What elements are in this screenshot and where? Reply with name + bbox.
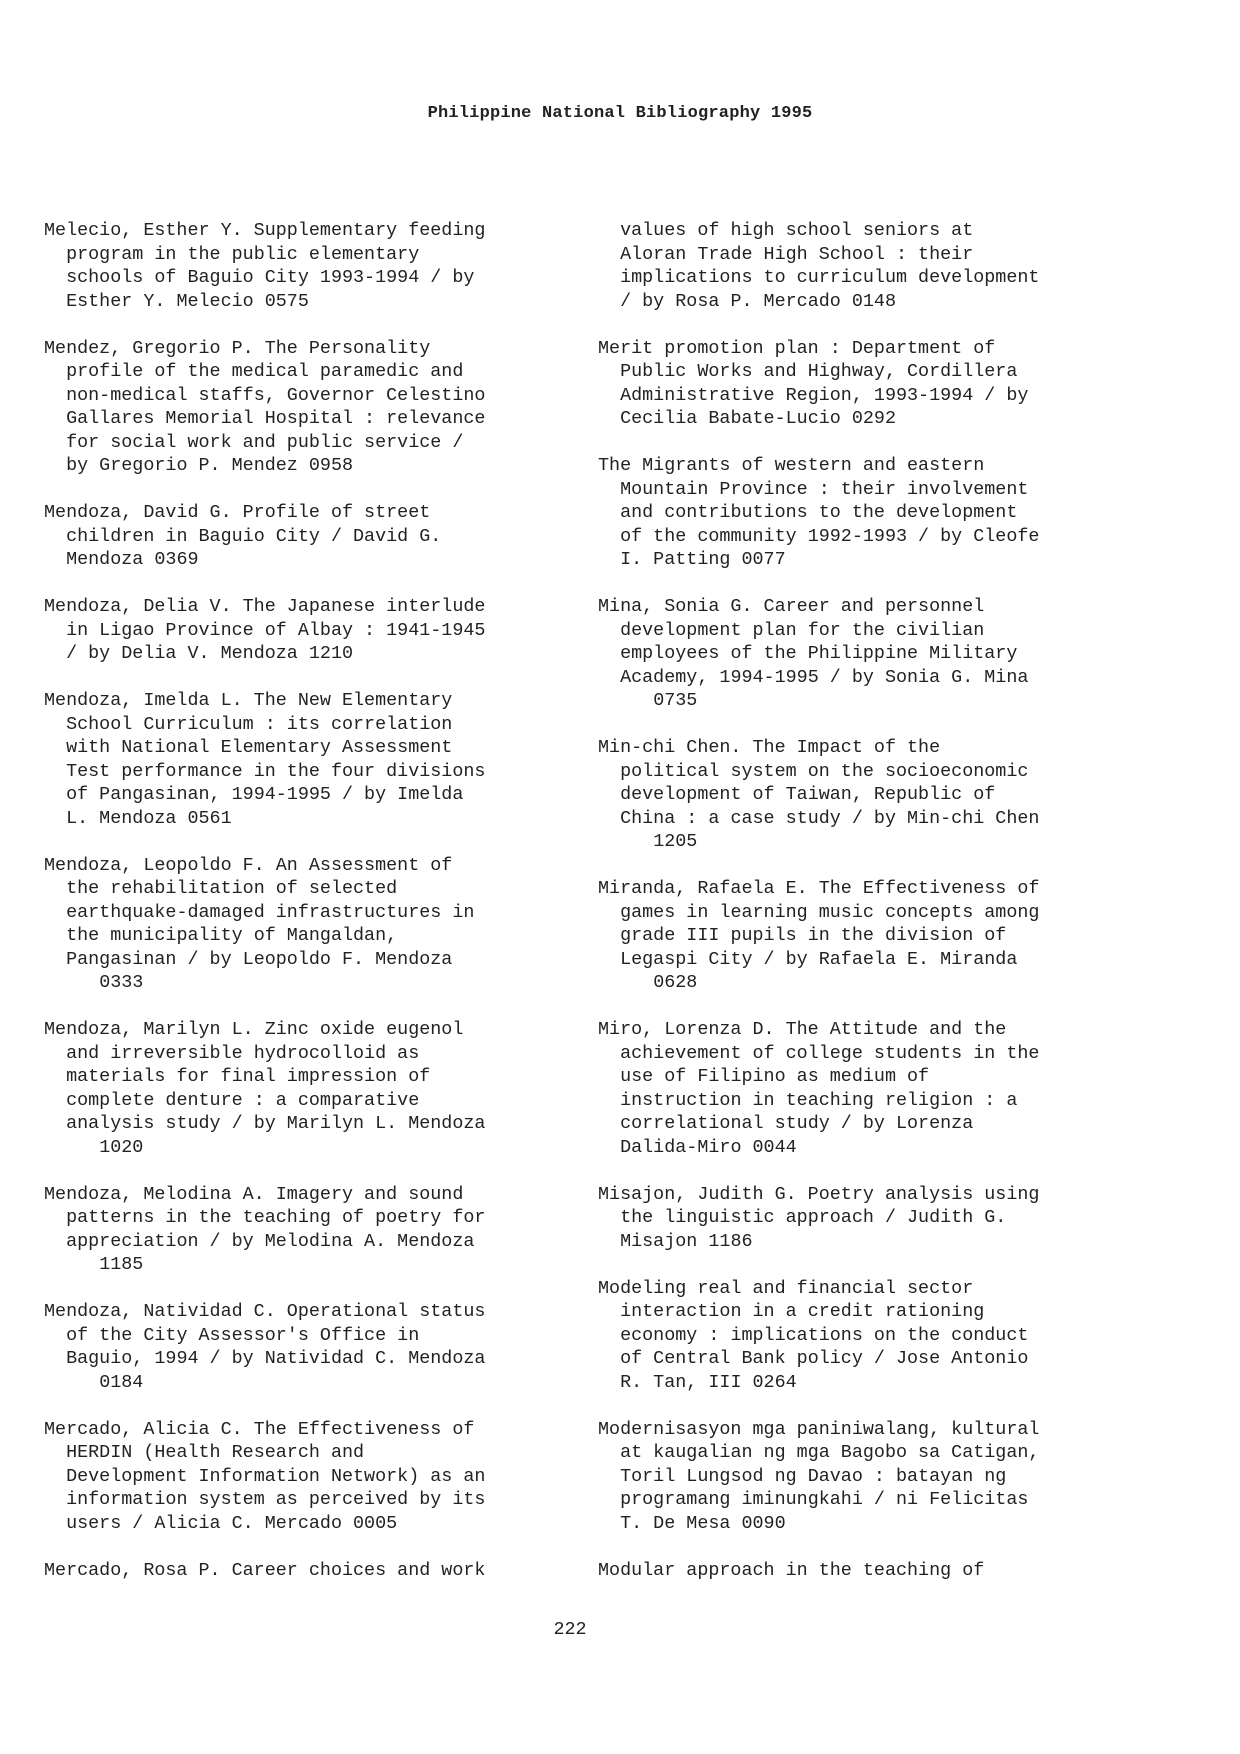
entry-line: Toril Lungsod ng Davao : batayan ng: [598, 1465, 1007, 1487]
entry-line: Mercado, Alicia C. The Effectiveness of: [44, 1418, 475, 1440]
entry-line: School Curriculum : its correlation: [44, 713, 453, 735]
bibliography-entry: [44, 337, 564, 478]
entry-line: The Migrants of western and eastern: [598, 455, 985, 476]
entry-line: non-medical staffs, Governor Celestino: [44, 384, 486, 406]
entry-line: Mendez, Gregorio P. The Personality: [44, 337, 431, 359]
entry-line: 0628: [598, 972, 698, 993]
entry-line: 1205: [598, 831, 698, 852]
entry-line: Cecilia Babate-Lucio 0292: [598, 408, 896, 429]
left-column: [44, 219, 564, 1606]
entry-line: Merit promotion plan : Department of: [598, 337, 996, 359]
entry-line: programang iminungkahi / ni Felicitas: [598, 1489, 1029, 1510]
entry-line: 1185: [44, 1254, 144, 1275]
entry-line: Mendoza, Melodina A. Imagery and sound: [44, 1183, 464, 1205]
bibliography-entry: [44, 1018, 564, 1159]
entry-line: development of Taiwan, Republic of: [598, 784, 996, 805]
page-number: 222: [553, 1619, 587, 1640]
entry-line: Mendoza, Imelda L. The New Elementary: [44, 690, 453, 711]
bibliography-entry: [598, 1559, 1118, 1583]
entry-line: for social work and public service /: [44, 431, 464, 453]
entry-line: development plan for the civilian: [598, 619, 985, 641]
entry-line: 1020: [44, 1136, 144, 1158]
bibliography-entry: [44, 219, 564, 313]
entry-line: appreciation / by Melodina A. Mendoza: [44, 1230, 475, 1252]
entry-line: the linguistic approach / Judith G.: [598, 1207, 1007, 1228]
entry-line: 0184: [44, 1371, 144, 1393]
bibliography-entry: [598, 1277, 1118, 1395]
page-title: Philippine National Bibliography 1995: [427, 104, 813, 123]
entry-line: Melecio, Esther Y. Supplementary feeding: [44, 220, 486, 241]
bibliography-entry: [44, 1559, 564, 1583]
bibliography-entry: [44, 1418, 564, 1536]
entry-line: economy : implications on the conduct: [598, 1324, 1029, 1346]
bibliography-entry: [598, 736, 1118, 854]
entry-line: profile of the medical paramedic and: [44, 361, 464, 382]
bibliography-entry: [598, 219, 1118, 313]
entry-line: Mendoza, David G. Profile of street: [44, 502, 431, 523]
entry-line: with National Elementary Assessment: [44, 737, 453, 758]
entry-line: Misajon 1186: [598, 1230, 753, 1252]
bibliography-entry: [44, 595, 564, 666]
entry-line: program in the public elementary: [44, 243, 420, 265]
entry-line: values of high school seniors at: [598, 220, 974, 241]
entry-line: Esther Y. Melecio 0575: [44, 290, 309, 312]
entry-line: instruction in teaching religion : a: [598, 1089, 1018, 1111]
entry-line: achievement of college students in the: [598, 1042, 1040, 1064]
entry-line: Mendoza, Delia V. The Japanese interlude: [44, 596, 486, 617]
entry-line: materials for final impression of: [44, 1066, 431, 1087]
entry-line: Aloran Trade High School : their: [598, 243, 974, 265]
entry-line: Min-chi Chen. The Impact of the: [598, 737, 941, 758]
entry-line: Miro, Lorenza D. The Attitude and the: [598, 1019, 1007, 1040]
entry-line: HERDIN (Health Research and: [44, 1442, 365, 1463]
bibliography-entry: [44, 501, 564, 572]
entry-line: Mendoza, Natividad C. Operational status: [44, 1301, 486, 1322]
entry-line: at kaugalian ng mga Bagobo sa Catigan,: [598, 1442, 1040, 1463]
entry-line: I. Patting 0077: [598, 549, 786, 570]
entry-line: / by Rosa P. Mercado 0148: [598, 290, 896, 312]
entry-line: Dalida-Miro 0044: [598, 1136, 797, 1158]
entry-line: games in learning music concepts among: [598, 901, 1040, 923]
entry-line: and irreversible hydrocolloid as: [44, 1042, 420, 1064]
bibliography-entry: [598, 454, 1118, 572]
entry-line: and contributions to the development: [598, 502, 1018, 523]
entry-line: in Ligao Province of Albay : 1941-1945: [44, 619, 486, 641]
entry-line: implications to curriculum development: [598, 267, 1040, 288]
entry-line: Gallares Memorial Hospital : relevance: [44, 408, 486, 429]
bibliography-entry: [598, 337, 1118, 431]
entry-line: political system on the socioeconomic: [598, 760, 1029, 782]
entry-line: schools of Baguio City 1993-1994 / by: [44, 267, 475, 288]
entry-line: Mercado, Rosa P. Career choices and work: [44, 1559, 486, 1581]
entry-line: users / Alicia C. Mercado 0005: [44, 1512, 398, 1534]
entry-line: Modernisasyon mga paniniwalang, kultural: [598, 1418, 1040, 1440]
entry-line: employees of the Philippine Military: [598, 643, 1018, 664]
entry-line: Legaspi City / by Rafaela E. Miranda: [598, 948, 1018, 970]
entry-line: Baguio, 1994 / by Natividad C. Mendoza: [44, 1348, 486, 1369]
entry-line: correlational study / by Lorenza: [598, 1113, 974, 1134]
entry-line: of Central Bank policy / Jose Antonio: [598, 1348, 1029, 1369]
entry-line: Academy, 1994-1995 / by Sonia G. Mina: [598, 666, 1029, 688]
entry-line: Mendoza 0369: [44, 549, 199, 570]
entry-line: Misajon, Judith G. Poetry analysis using: [598, 1183, 1040, 1205]
bibliography-entry: [598, 1018, 1118, 1159]
entry-line: Test performance in the four divisions: [44, 760, 486, 782]
entry-line: Mendoza, Marilyn L. Zinc oxide eugenol: [44, 1019, 464, 1040]
bibliography-entry: [44, 1183, 564, 1277]
entry-line: Administrative Region, 1993-1994 / by: [598, 384, 1029, 406]
entry-line: of the community 1992-1993 / by Cleofe: [598, 525, 1040, 547]
entry-line: information system as perceived by its: [44, 1489, 486, 1510]
entry-line: grade III pupils in the division of: [598, 925, 1007, 946]
entry-line: analysis study / by Marilyn L. Mendoza: [44, 1113, 486, 1134]
entry-line: Miranda, Rafaela E. The Effectiveness of: [598, 878, 1040, 899]
entry-line: the rehabilitation of selected: [44, 878, 398, 899]
entry-line: Mountain Province : their involvement: [598, 478, 1029, 500]
entry-line: of Pangasinan, 1994-1995 / by Imelda: [44, 784, 464, 805]
entry-line: children in Baguio City / David G.: [44, 525, 442, 547]
entry-line: Modular approach in the teaching of: [598, 1559, 985, 1581]
entry-line: Modeling real and financial sector: [598, 1277, 974, 1299]
entry-line: use of Filipino as medium of: [598, 1066, 930, 1087]
entry-line: interaction in a credit rationing: [598, 1301, 985, 1322]
entry-line: China : a case study / by Min-chi Chen: [598, 807, 1040, 829]
bibliography-entry: [598, 1183, 1118, 1254]
bibliography-entry: [44, 1300, 564, 1394]
entry-line: Mina, Sonia G. Career and personnel: [598, 596, 985, 617]
entry-line: Public Works and Highway, Cordillera: [598, 361, 1018, 382]
entry-line: T. De Mesa 0090: [598, 1512, 786, 1534]
bibliography-entry: [44, 689, 564, 830]
entry-line: the municipality of Mangaldan,: [44, 925, 398, 946]
entry-line: 0735: [598, 690, 698, 711]
entry-line: complete denture : a comparative: [44, 1089, 420, 1111]
entry-line: L. Mendoza 0561: [44, 807, 232, 829]
entry-line: Pangasinan / by Leopoldo F. Mendoza: [44, 948, 453, 970]
bibliography-entry: [598, 1418, 1118, 1536]
bibliography-entry: [598, 595, 1118, 713]
entry-line: earthquake-damaged infrastructures in: [44, 901, 475, 923]
entry-line: Mendoza, Leopoldo F. An Assessment of: [44, 854, 453, 876]
entry-line: 0333: [44, 972, 144, 993]
entry-line: by Gregorio P. Mendez 0958: [44, 455, 354, 476]
entry-line: Development Information Network) as an: [44, 1465, 486, 1487]
bibliography-entry: [44, 854, 564, 995]
right-column: [598, 219, 1118, 1606]
entry-line: R. Tan, III 0264: [598, 1371, 797, 1393]
entry-line: of the City Assessor's Office in: [44, 1324, 420, 1346]
entry-line: patterns in the teaching of poetry for: [44, 1207, 486, 1228]
bibliography-entry: [598, 877, 1118, 995]
entry-line: / by Delia V. Mendoza 1210: [44, 643, 354, 664]
